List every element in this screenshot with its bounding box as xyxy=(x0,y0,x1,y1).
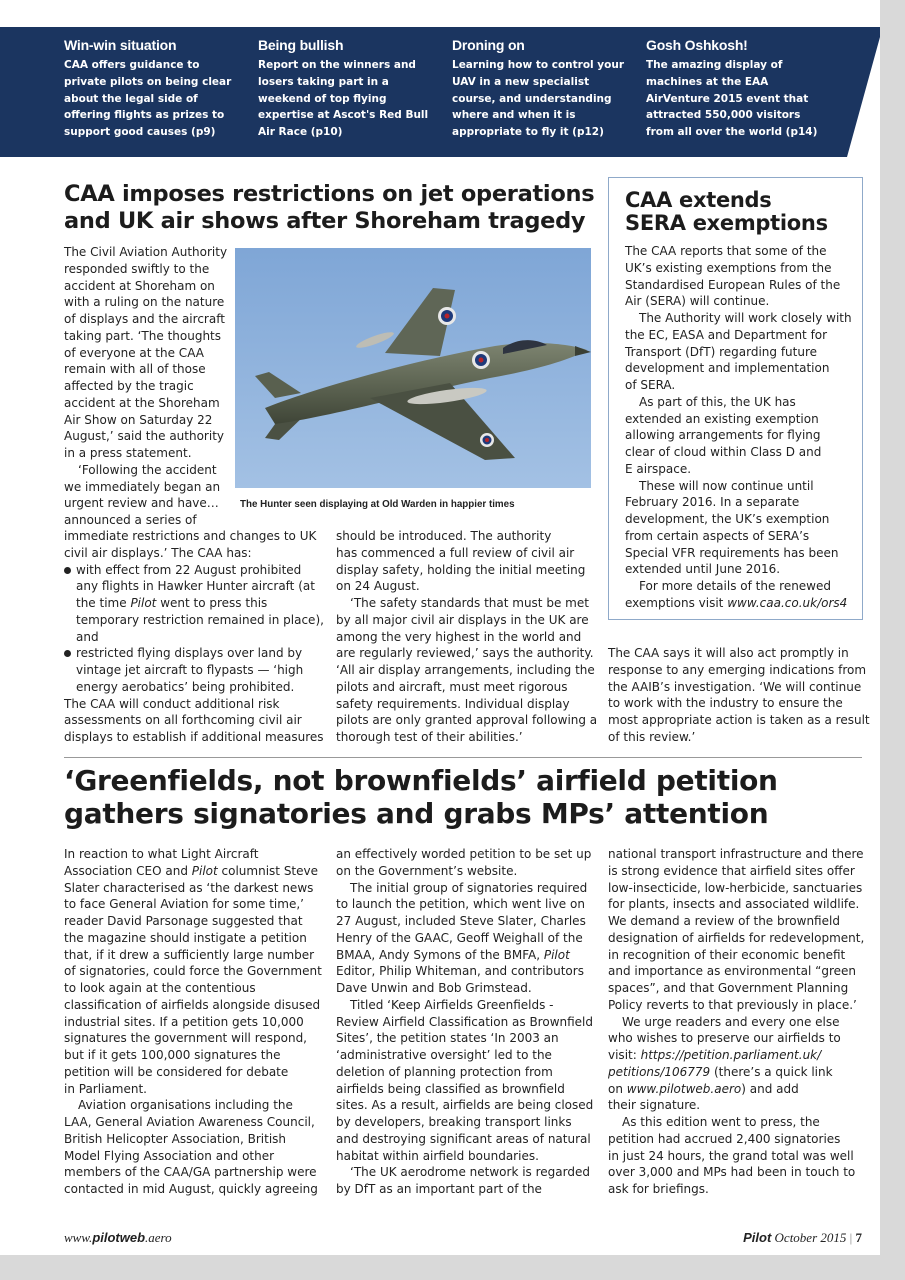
page-ref: (p9) xyxy=(191,126,216,139)
teaser-text: CAA offers guidance to private pilots on being clear about the legal side of offering flights as prizes to support good causes (p9) xyxy=(64,59,232,139)
footer-issue: Pilot October 2015 | 7 xyxy=(743,1230,862,1245)
article1-column3: The CAA says it will also act promptly in response to any emerging indications from the AAIB’s investigation. ‘We will continue to work with the industry to ensure the most appropriate action is taken as a result of this review.’ xyxy=(608,646,870,744)
teaser-droning-on[interactable] xyxy=(452,37,632,141)
article2-column2: an effectively worded petition to be set up on the Government’s website. The initial group of signatories required to launch the petition, which went live on 27 August, included Steve Slater, Charles Henry of the GAAC, Geoff Weighall of the BMAA, Andy Symons of the BMFA, Pilot Editor, Philip Whiteman, and contributors Dave Unwin and Bob Grimstead. Titled ‘Keep Airfields Greenfields - Review Airfield Classification as Brownfield Sites’, the petition states ‘In 2003 an ‘administrative oversight’ led to the deletion of planning protection from airfields being classified as brownfield sites. As a result, airfields are being closed by developers, breaking transport links and destroying significant areas of natural habitat within airfield boundaries. ‘The UK aerodrome network is regarded by DfT as an important part of the xyxy=(336,847,594,1196)
article1-column1: immediate restrictions and changes to UK civil air displays.’ The CAA has: with effect from 22 August prohibited any flights in Hawker Hunter aircraft (at the time Pilot went to press this temporary restriction remained in place), and restricted flying displays over land by vintage jet aircraft to flypasts — ‘high energy aerobatics’ being prohibited. The CAA will conduct additional risk assessments on all forthcoming civil air displays to establish if additional measures xyxy=(64,529,324,744)
section-divider xyxy=(64,757,862,758)
petition-link-cont[interactable]: petitions/106779 xyxy=(608,1064,711,1079)
article2-column1: In reaction to what Light Aircraft Association CEO and Pilot columnist Steve Slater characterised as ‘the darkest news to face General Aviation for some time,’ reader David Parsonage suggested that the magazine should instigate a petition that, if it drew a sufficiently large number of signatories, could force the Government to look again at the contentious classification of airfields alongside disused industrial sites. If a petition gets 10,000 signatures the government will respond, but if it gets 100,000 signatures the petition will be considered for debate in Parliament. Aviation organisations including the LAA, General Aviation Awareness Council, British Helicopter Association, British Model Flying Association and other members of the CAA/GA partnership were contacted in mid August, quickly agreeing xyxy=(64,847,322,1196)
sera-sidebar-box xyxy=(608,177,863,620)
page-ref: (p12) xyxy=(572,126,604,139)
article1-intro: The Civil Aviation Authority responded swiftly to the accident at Shoreham on with a ruling on the nature of displays and the aircraft taking part. ‘The thoughts of everyone at the CAA remain with all of those affected by the tragic accident at the Shoreham Air Show on Saturday 22 August,’ said the authority in a press statement. ‘Following the accident we immediately began an urgent review and have… announced a series of xyxy=(64,245,228,527)
teaser-text: Learning how to control your UAV in a new specialist course, and understanding where and when it is appropriate to fly it (p12) xyxy=(452,59,625,139)
teaser-banner xyxy=(0,27,880,157)
teaser-title: Win-win situation xyxy=(64,37,177,53)
article1-column2: should be introduced. The authority has commenced a full review of civil air display safety, holding the initial meeting on 24 August. ‘The safety standards that must be met by all major civil air displays in the UK are among the very highest in the world and are regularly reviewed,’ says the authority. ‘All air display arrangements, including the pilots and aircraft, must meet rigorous safety requirements. Individual display pilots are only granted approval following a thorough test of their abilities.’ xyxy=(336,529,598,744)
teaser-title: Gosh Oshkosh! xyxy=(646,37,748,53)
petition-link[interactable]: https://petition.parliament.uk/ xyxy=(640,1048,822,1062)
footer-website[interactable]: www.pilotweb.aero xyxy=(64,1230,172,1245)
sidebar-text: The CAA reports that some of the UK’s existing exemptions from the Standardised European Rules of the Air (SERA) will continue. The Authority will work closely with the EC, EASA and Department for Transport (DfT) regarding future development and implementation of SERA. As part of this, the UK has extended an existing exemption allowing arrangements for flying clear of cloud within Class D and E airspace. These will now continue until February 2016. In a separate development, the UK’s exemption from certain aspects of SERA’s Special VFR requirements has been extended until June 2016. For more details of the renewed exemptions visit www.caa.co.uk/ors4 xyxy=(625,244,852,610)
sidebar-headline: CAA extends SERA exemptions xyxy=(625,188,828,235)
teaser-text: The amazing display of machines at the EAA AirVenture 2015 event that attracted 550,000 visitors from all over the world (p14) xyxy=(646,59,818,139)
page-ref: (p14) xyxy=(785,126,818,139)
teaser-being-bullish[interactable] xyxy=(258,37,438,141)
teaser-title: Droning on xyxy=(452,37,525,53)
teaser-title: Being bullish xyxy=(258,37,344,53)
article1-headline: CAA imposes restrictions on jet operations and UK air shows after Shoreham tragedy xyxy=(64,181,595,234)
caa-link[interactable]: www.caa.co.uk/ors4 xyxy=(727,595,848,610)
article2-column3: national transport infrastructure and there is strong evidence that airfield sites offer low-insecticide, low-herbicide, sanctuaries for plants, insects and associated wildlife. We demand a review of the brownfield designation of airfields for redevelopment, in recognition of their economic benefit and importance as environmental “green spaces”, and that Government Planning Policy reverts to that previously in place.’ We urge readers and every one else who wishes to preserve our airfields to visit: https://petition.parliament.uk/ petitions/106779 (there’s a quick link on www.pilotweb.aero) and add their signature. As this edition went to press, the petition had accrued 2,400 signatories in just 24 hours, the grand total was well over 3,000 and MPs had been in touch to ask for briefings. xyxy=(608,847,865,1196)
page-ref: (p10) xyxy=(310,126,343,139)
pilotweb-link[interactable]: www.pilotweb.aero xyxy=(626,1081,742,1096)
article2-headline: ‘Greenfields, not brownfields’ airfield petition gathers signatories and grabs MPs’ attention xyxy=(64,764,778,830)
hawker-hunter-jet-photo xyxy=(235,248,591,488)
photo-caption: The Hunter seen displaying at Old Warden in happier times xyxy=(240,499,515,510)
page-number: 7 xyxy=(855,1230,862,1245)
teaser-gosh-oshkosh[interactable] xyxy=(646,37,826,141)
teaser-win-win[interactable] xyxy=(64,37,244,141)
teaser-text: Report on the winners and losers taking part in a weekend of top flying expertise at Ascot's Red Bull Air Race (p10) xyxy=(258,59,429,139)
